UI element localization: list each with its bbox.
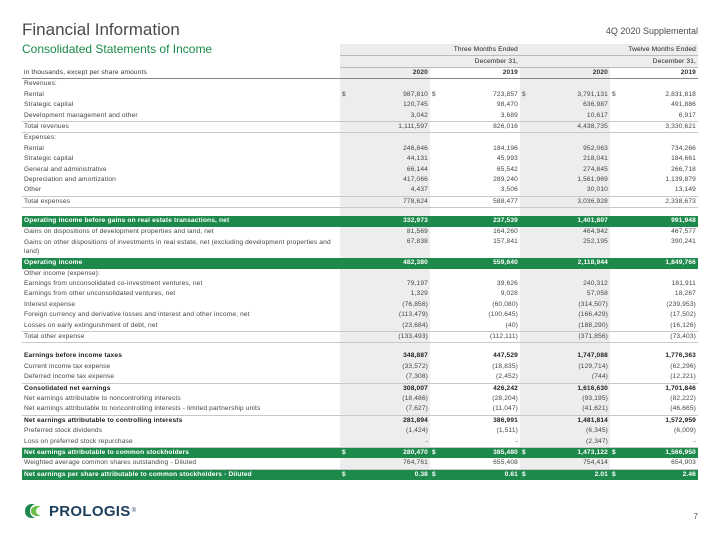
- value-cell: 332,973: [350, 216, 430, 226]
- value-cell: (62,296): [670, 362, 696, 370]
- value-cell: [350, 79, 430, 90]
- value-cell: 2.46: [620, 469, 698, 480]
- value-cell: 1,616,630: [530, 383, 610, 394]
- table-row: [22, 133, 698, 144]
- value-cell: 2,831,818: [665, 90, 696, 98]
- value-cell: (2,452): [440, 372, 520, 383]
- currency-symbol: $: [520, 469, 530, 480]
- row-label: Preferred stock dividends: [24, 427, 103, 435]
- value-cell: 2,338,673: [620, 196, 698, 207]
- year-header: 2020: [530, 68, 610, 79]
- value-cell: 10,617: [530, 111, 610, 122]
- value-cell: 952,063: [530, 144, 610, 154]
- table-row: [22, 394, 698, 404]
- value-cell: 57,058: [530, 289, 610, 299]
- value-cell: [620, 208, 698, 217]
- year-header: 2020: [350, 68, 430, 79]
- value-cell: 447,529: [493, 352, 518, 360]
- currency-symbol: $: [340, 90, 350, 100]
- value-cell: 3,689: [440, 111, 520, 122]
- table-row: [22, 144, 698, 154]
- table-row: [22, 90, 698, 100]
- value-cell: (46,665): [620, 404, 698, 415]
- value-cell: 1,747,088: [530, 351, 610, 361]
- value-cell: 13,149: [620, 185, 698, 196]
- value-cell: 65,542: [496, 165, 518, 173]
- page-title: Financial Information: [22, 20, 180, 39]
- value-cell: 308,007: [350, 383, 430, 394]
- value-cell: 778,624: [350, 196, 430, 207]
- value-cell: 1,401,807: [530, 216, 610, 226]
- value-cell: 252,195: [530, 237, 610, 258]
- row-label: Operating income: [22, 258, 340, 268]
- value-cell: 9,028: [500, 290, 518, 298]
- value-cell: [350, 208, 430, 217]
- row-label: Losses on early extinguishment of debt, net: [22, 321, 340, 332]
- row-label: Gains on dispositions of development properties and land, net: [24, 227, 214, 235]
- value-cell: (744): [530, 372, 610, 383]
- value-cell: 723,857: [493, 90, 518, 98]
- currency-symbol: $: [340, 448, 350, 459]
- value-cell: (73,403): [620, 331, 698, 342]
- value-cell: [440, 79, 520, 90]
- currency-symbol: $: [610, 448, 620, 459]
- value-cell: 3,042: [350, 111, 430, 122]
- table-row: [22, 469, 698, 480]
- value-cell: [620, 343, 698, 352]
- logo-trademark: ®: [131, 508, 136, 514]
- value-cell: 636,987: [530, 100, 610, 110]
- value-cell: 390,241: [671, 238, 696, 246]
- table-row: [22, 237, 698, 258]
- row-label: Rental: [24, 90, 44, 98]
- value-cell: 654,903: [620, 458, 698, 469]
- row-label: Net earnings attributable to controlling interests: [24, 416, 183, 424]
- row-label: Interest expense: [24, 300, 76, 308]
- value-cell: (33,572): [350, 362, 430, 372]
- value-cell: 386,991: [493, 416, 518, 424]
- row-label: Net earnings attributable to noncontrolling interests - limited partnership units: [22, 404, 340, 415]
- value-cell: [530, 343, 610, 352]
- value-cell: 44,131: [350, 154, 430, 164]
- value-cell: 266,718: [671, 165, 696, 173]
- value-cell: 81,569: [350, 227, 430, 237]
- value-cell: 1,481,814: [530, 415, 610, 426]
- value-cell: [440, 208, 520, 217]
- value-cell: 184,196: [493, 144, 518, 152]
- value-cell: (41,621): [530, 404, 610, 415]
- value-cell: 1,139,879: [665, 176, 696, 184]
- value-cell: (60,080): [492, 300, 518, 308]
- currency-symbol: $: [520, 90, 530, 100]
- value-cell: 3,330,621: [620, 122, 698, 133]
- value-cell: -: [620, 437, 698, 448]
- table-row: [22, 310, 698, 320]
- table-row: [22, 175, 698, 185]
- value-cell: (18,835): [492, 362, 518, 370]
- row-label: Rental: [24, 144, 44, 152]
- row-label: Strategic capital: [24, 101, 74, 109]
- row-label: Consolidated net earnings: [24, 384, 111, 392]
- value-cell: 417,066: [350, 175, 430, 185]
- table-row: [22, 372, 698, 383]
- twelve-months-header: Twelve Months Ended: [620, 44, 698, 56]
- table-row: [22, 165, 698, 175]
- table-row: [22, 362, 698, 372]
- value-cell: (6,009): [674, 427, 696, 435]
- currency-symbol: $: [432, 90, 436, 98]
- value-cell: [620, 133, 698, 144]
- value-cell: (188,290): [530, 321, 610, 332]
- value-cell: 98,470: [496, 101, 518, 109]
- units-label: in thousands, except per share amounts: [22, 68, 340, 79]
- value-cell: 491,886: [671, 101, 696, 109]
- row-label: Revenues:: [24, 80, 57, 88]
- value-cell: 3,506: [440, 185, 520, 196]
- value-cell: 0.61: [440, 469, 520, 480]
- table-row: [22, 216, 698, 226]
- value-cell: 482,380: [350, 258, 430, 268]
- value-cell: [440, 133, 520, 144]
- value-cell: 559,640: [440, 258, 520, 268]
- value-cell: 764,761: [350, 458, 430, 469]
- row-label: [22, 208, 340, 217]
- value-cell: 1,561,969: [530, 175, 610, 185]
- table-row: [22, 415, 698, 426]
- value-cell: 1,566,950: [620, 448, 698, 459]
- value-cell: 348,887: [350, 351, 430, 361]
- row-label: Deferred income tax expense: [22, 372, 340, 383]
- prologis-mark-icon: [22, 502, 44, 520]
- value-cell: [620, 269, 698, 279]
- value-cell: 240,312: [530, 279, 610, 289]
- report-period-label: 4Q 2020 Supplemental: [605, 26, 698, 36]
- value-cell: [530, 133, 610, 144]
- value-cell: [530, 269, 610, 279]
- value-cell: 1,701,846: [665, 384, 696, 392]
- value-cell: -: [440, 437, 520, 448]
- page-subtitle: Consolidated Statements of Income: [22, 42, 213, 56]
- value-cell: 281,894: [350, 415, 430, 426]
- table-row: [22, 448, 698, 459]
- value-cell: 120,745: [350, 100, 430, 110]
- value-cell: (7,627): [350, 404, 430, 415]
- value-cell: 991,948: [620, 216, 698, 226]
- value-cell: 280,470: [350, 448, 430, 459]
- value-cell: 987,810: [350, 90, 430, 100]
- value-cell: 2.01: [530, 469, 610, 480]
- value-cell: 39,626: [496, 279, 518, 287]
- value-cell: 588,477: [440, 196, 520, 207]
- table-row: [22, 100, 698, 110]
- value-cell: 218,041: [530, 154, 610, 164]
- logo-wordmark: PROLOGIS: [49, 502, 131, 520]
- row-label: Current income tax expense: [24, 362, 111, 370]
- currency-symbol: $: [520, 448, 530, 459]
- currency-symbol: $: [430, 469, 440, 480]
- currency-symbol: $: [430, 448, 440, 459]
- table-row: [22, 437, 698, 448]
- value-cell: 754,414: [530, 458, 610, 469]
- value-cell: [350, 133, 430, 144]
- value-cell: 1,572,959: [665, 416, 696, 424]
- twelve-months-subheader: December 31,: [620, 56, 698, 68]
- value-cell: (1,511): [496, 427, 518, 435]
- value-cell: 0.38: [350, 469, 430, 480]
- value-cell: (129,714): [530, 362, 610, 372]
- value-cell: (40): [440, 321, 520, 332]
- value-cell: 18,267: [674, 290, 696, 298]
- row-label: Earnings before income taxes: [24, 352, 123, 360]
- spacer-row: [22, 343, 698, 352]
- value-cell: 157,841: [493, 238, 518, 246]
- value-cell: (28,204): [492, 394, 518, 402]
- row-label: Earnings from unconsolidated co-investment ventures, net: [24, 279, 203, 287]
- row-label: Foreign currency and derivative losses and interest and other income, net: [24, 311, 250, 319]
- value-cell: (23,684): [350, 321, 430, 332]
- value-cell: (16,126): [620, 321, 698, 332]
- row-label: Net earnings per share attributable to common stockholders - Diluted: [22, 469, 340, 480]
- value-cell: (112,111): [440, 331, 520, 342]
- value-cell: 3,791,131: [530, 90, 610, 100]
- row-label: Development management and other: [22, 111, 340, 122]
- table-row: [22, 351, 698, 361]
- value-cell: 246,846: [350, 144, 430, 154]
- table-row: [22, 321, 698, 332]
- table-row: [22, 196, 698, 207]
- value-cell: 181,911: [671, 279, 696, 287]
- value-cell: (1,424): [350, 426, 430, 436]
- value-cell: (12,221): [620, 372, 698, 383]
- currency-symbol: $: [612, 90, 616, 98]
- year-header: 2019: [620, 68, 698, 79]
- value-cell: 734,266: [671, 144, 696, 152]
- year-header: 2019: [440, 68, 520, 79]
- value-cell: (7,308): [350, 372, 430, 383]
- value-cell: (314,507): [530, 300, 610, 310]
- value-cell: 184,661: [671, 155, 696, 163]
- value-cell: 30,010: [530, 185, 610, 196]
- value-cell: [530, 79, 610, 90]
- row-label: Other: [22, 185, 340, 196]
- row-label: Total expenses: [22, 196, 340, 207]
- value-cell: 274,845: [530, 165, 610, 175]
- row-label: Other income (expense):: [24, 269, 101, 277]
- value-cell: (2,347): [530, 437, 610, 448]
- table-row: [22, 426, 698, 436]
- value-cell: [350, 343, 430, 352]
- value-cell: (371,856): [530, 331, 610, 342]
- table-row: [22, 383, 698, 394]
- value-cell: (113,479): [350, 310, 430, 320]
- table-row: [22, 185, 698, 196]
- table-row: [22, 300, 698, 310]
- three-months-subheader: December 31,: [440, 56, 520, 68]
- table-row: [22, 279, 698, 289]
- row-label: [22, 343, 340, 352]
- row-label: Net earnings attributable to common stockholders: [22, 448, 340, 459]
- value-cell: 237,539: [440, 216, 520, 226]
- table-row: [22, 111, 698, 122]
- value-cell: [440, 343, 520, 352]
- currency-symbol: $: [610, 469, 620, 480]
- currency-symbol: $: [340, 469, 350, 480]
- value-cell: (133,493): [350, 331, 430, 342]
- value-cell: 79,197: [350, 279, 430, 289]
- value-cell: 1,473,122: [530, 448, 610, 459]
- row-label: Net earnings attributable to noncontrolling interests: [24, 394, 181, 402]
- value-cell: 4,438,735: [530, 122, 610, 133]
- value-cell: 66,144: [350, 165, 430, 175]
- row-label: Strategic capital: [24, 155, 74, 163]
- value-cell: 826,016: [440, 122, 520, 133]
- value-cell: (17,502): [670, 311, 696, 319]
- value-cell: 655,408: [440, 458, 520, 469]
- value-cell: (100,645): [488, 311, 518, 319]
- value-cell: (239,953): [666, 300, 696, 308]
- value-cell: 1,849,766: [620, 258, 698, 268]
- page-number: 7: [693, 512, 698, 521]
- value-cell: 164,260: [493, 227, 518, 235]
- value-cell: (166,429): [530, 310, 610, 320]
- row-label: Total other expense: [22, 331, 340, 342]
- row-label: Depreciation and amortization: [24, 176, 116, 184]
- row-label: General and administrative: [24, 165, 107, 173]
- value-cell: 426,242: [493, 384, 518, 392]
- spacer-row: [22, 208, 698, 217]
- income-statement-table: [22, 44, 698, 480]
- table-row: [22, 404, 698, 415]
- row-label: Gains on other dispositions of investments in real estate, net (excluding development properties and land): [24, 239, 331, 256]
- table-row: [22, 258, 698, 268]
- value-cell: 45,993: [496, 155, 518, 163]
- prologis-logo: [22, 502, 136, 520]
- value-cell: (11,047): [440, 404, 520, 415]
- row-label: Earnings from other unconsolidated ventures, net: [24, 290, 176, 298]
- three-months-header: Three Months Ended: [440, 44, 520, 56]
- table-row: [22, 269, 698, 279]
- value-cell: (76,856): [350, 300, 430, 310]
- table-row: [22, 289, 698, 299]
- table-row: [22, 79, 698, 90]
- value-cell: 464,942: [530, 227, 610, 237]
- table-row: [22, 331, 698, 342]
- table-row: [22, 227, 698, 237]
- table-row: [22, 154, 698, 164]
- value-cell: 467,577: [671, 227, 696, 235]
- row-label: Expenses:: [24, 134, 57, 142]
- row-label: Operating income before gains on real estate transactions, net: [22, 216, 340, 226]
- value-cell: (93,195): [530, 394, 610, 404]
- value-cell: [530, 208, 610, 217]
- value-cell: 1,776,363: [665, 352, 696, 360]
- value-cell: 6,917: [620, 111, 698, 122]
- value-cell: 289,240: [493, 176, 518, 184]
- value-cell: [350, 269, 430, 279]
- value-cell: (18,486): [350, 394, 430, 404]
- table-row: [22, 458, 698, 469]
- value-cell: -: [350, 437, 430, 448]
- value-cell: (82,222): [670, 394, 696, 402]
- row-label: Total revenues: [22, 122, 340, 133]
- table-row: [22, 122, 698, 133]
- value-cell: 4,437: [350, 185, 430, 196]
- value-cell: (6,345): [530, 426, 610, 436]
- value-cell: 3,036,928: [530, 196, 610, 207]
- value-cell: 1,329: [350, 289, 430, 299]
- row-label: Loss on preferred stock repurchase: [22, 437, 340, 448]
- value-cell: 385,480: [440, 448, 520, 459]
- value-cell: 1,111,597: [350, 122, 430, 133]
- row-label: Weighted average common shares outstanding - Diluted: [22, 458, 340, 469]
- value-cell: 2,118,944: [530, 258, 610, 268]
- value-cell: [620, 79, 698, 90]
- value-cell: 67,838: [350, 237, 430, 258]
- value-cell: [440, 269, 520, 279]
